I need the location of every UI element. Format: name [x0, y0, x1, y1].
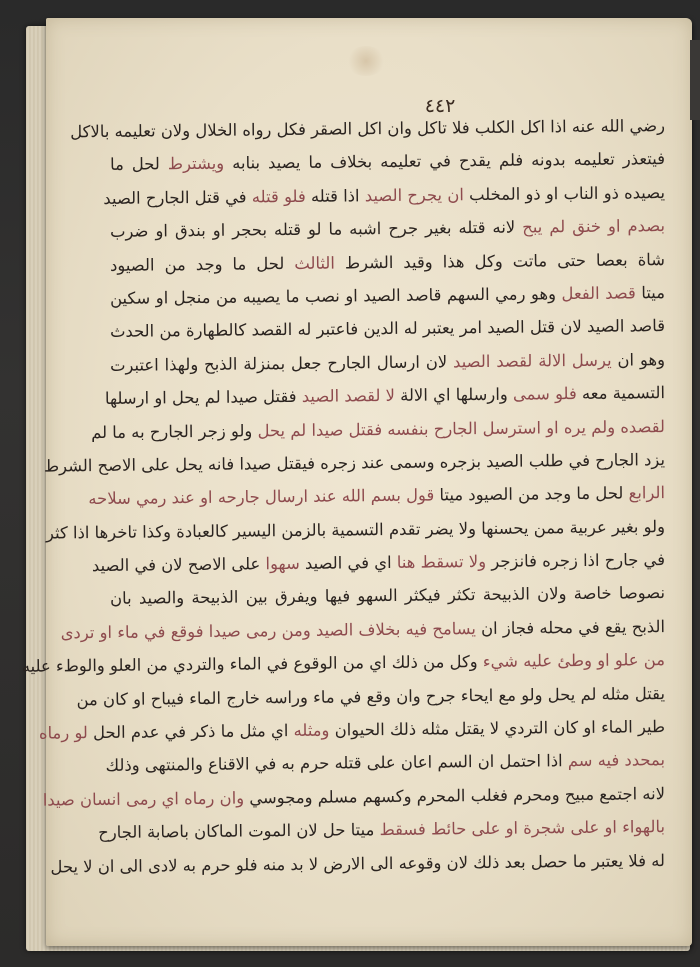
- rubric-text: لقصده ولم يره او استرسل الجارح بنفسه فقتل صيدا لم يحل: [257, 416, 666, 440]
- body-text: في قتل الجارح الصيد: [103, 187, 252, 208]
- body-text: فقتل صيدا لم يحل او ارسلها: [104, 387, 302, 409]
- body-text: اي مثل ما ذكر في عدم الحل: [87, 721, 294, 743]
- page-number: ٤٤٢: [424, 95, 456, 117]
- manuscript-line: [110, 142, 665, 181]
- body-text: اذا قتله: [305, 186, 365, 206]
- manuscript-line: [88, 476, 666, 515]
- manuscript-text-block: [21, 112, 666, 880]
- rubric-text: سهوا: [265, 553, 300, 574]
- rubric-text: ومن رمى صيدا فوقع في ماء او تردى: [60, 620, 311, 643]
- body-text: لحل ما وجد من الصيود: [109, 253, 295, 275]
- rubric-text: الثالث: [294, 253, 336, 273]
- body-text: شاة بعصا حتى ماتت وكل هذا وقيد الشرط: [334, 249, 666, 273]
- body-text: طير الماء او كان التردي لا يقتل مثله ذلك الحيوان: [329, 717, 666, 740]
- body-text: وهو ان: [611, 349, 666, 370]
- body-text: يزد الجارح في طلب الصيد بزجره وسمى عند زجره فيقتل صيدا فانه يحل على الاصح الشرط: [43, 450, 666, 476]
- body-text: ميتا حل لان الموت الماكان باصابة الجارح: [98, 820, 380, 843]
- manuscript-line: [104, 376, 666, 415]
- rubric-text: لا لقصد الصيد: [301, 386, 396, 407]
- rubric-text: بمحدد فيه سم: [567, 750, 666, 771]
- body-text: نصوصا خاصة ولان الذبيحة تكثر فيكثر السهو فيها ويفرق بين الذبيحة والصيد بان: [109, 583, 666, 609]
- manuscript-line: [50, 844, 666, 883]
- rubric-text: بالهواء او على شجرة او على حائط فسقط: [379, 817, 666, 840]
- body-text: ولو بغير عربية ممن يحسنها ولا يضر تقدم التسمية بالزمن اليسير كالعبادة وكذا تاخرها اذا كثر: [45, 516, 666, 543]
- rubric-text: من علو او وطئ عليه شيء: [482, 650, 666, 672]
- rubric-text: فلو قتله: [251, 186, 306, 207]
- rubric-text: ومثله: [293, 720, 330, 741]
- body-text: قاصد الصيد لان قتل الصيد امر يعتبر له الدين فاعتبر له القصد كالطهارة من الحدث: [109, 316, 666, 342]
- body-text: يصيده ذو الناب او ذو المخلب: [463, 182, 666, 204]
- rubric-text: قول بسم الله عند ارسال جارحه او عند رمي سلاحه: [88, 485, 435, 509]
- body-text: التسمية معه: [576, 383, 666, 404]
- rubric-text: بصدم او خنق لم يبح: [522, 216, 666, 237]
- body-text: الذبح يقع في محله فجاز ان: [475, 616, 666, 638]
- rubric-text: ان يجرح الصيد: [364, 184, 464, 206]
- body-text: في جارح اذا زجره فانزجر: [486, 550, 666, 572]
- rubric-text: فلو سمى: [512, 384, 577, 404]
- body-text: رضي الله عنه اذا اكل الكلب فلا تاكل وان اكل الصقر فكل رواه الخلال ولان تعليمه بالاكل: [70, 116, 666, 142]
- rubric-text: ولا تسقط هنا: [396, 552, 487, 572]
- manuscript-line: [110, 309, 665, 348]
- body-text: لان ارسال الجارح جعل بمنزلة الذبح ولهذا اعتبرت: [109, 352, 454, 375]
- body-text: له فلا يعتبر ما حصل بعد ذلك لان وقوعه الى الارض لا بد منه فلو حرم به لادى الى ان لا يحل: [50, 850, 666, 877]
- paper-stain: [346, 46, 386, 76]
- body-text: لانه قتله بغير جرح اشبه ما لو قتله بحجر او بندق او ضرب: [109, 217, 523, 242]
- manuscript-line: [105, 744, 666, 783]
- manuscript-line: [110, 209, 665, 248]
- body-text: ميتا: [635, 283, 666, 303]
- rubric-text: الرابع: [628, 483, 666, 503]
- manuscript-line: [21, 643, 666, 682]
- rubric-text: ويشترط: [167, 154, 225, 174]
- body-text: لانه اجتمع مبيح ومحرم فغلب المحرم وكسهم مسلم ومجوسي: [244, 783, 666, 808]
- body-text: وهو رمي السهم قاصد الصيد او نصب ما يصيبه من منجل او سكين: [109, 284, 562, 308]
- body-text: لحل ما: [109, 154, 168, 175]
- rubric-text: قصد الفعل: [561, 283, 636, 304]
- rubric-text: لو رماه: [38, 723, 88, 743]
- body-text: وارسلها اي الالة: [394, 384, 514, 406]
- body-text: اذا احتمل ان السم اعان على قتله حرم به في الاقناع والمنتهى وذلك: [105, 751, 568, 776]
- manuscript-line: [91, 410, 666, 449]
- rubric-text: يرسل الالة لقصد الصيد: [452, 350, 612, 372]
- rubric-text: يسامح فيه بخلاف الصيد: [315, 618, 476, 640]
- rubric-text: وان رماه اي رمى انسان صيدا: [42, 788, 245, 810]
- body-text: لحل ما وجد من الصيود ميتا: [434, 483, 629, 505]
- body-text: يقتل مثله لم يحل ولو مع ايحاء جرح وان وقع في ماء وراسه خارج الماء فيباح او كان من: [76, 683, 666, 709]
- manuscript-line: [98, 810, 666, 849]
- body-text: ولو زجر الجارح به ما لم: [91, 420, 258, 442]
- body-text: اي في الصيد: [299, 552, 397, 573]
- body-text: وكل من ذلك اي من الوقوع في الماء والتردي من العلو والوطء عليه: [21, 652, 483, 677]
- binding-edge: [690, 40, 700, 120]
- body-text: على الاصح لان في الصيد: [91, 554, 266, 576]
- body-text: فيتعذر تعليمه بدونه فلم يقدح في تعليمه بخلاف ما يصيد بنابه: [224, 149, 666, 174]
- manuscript-line: [110, 577, 665, 616]
